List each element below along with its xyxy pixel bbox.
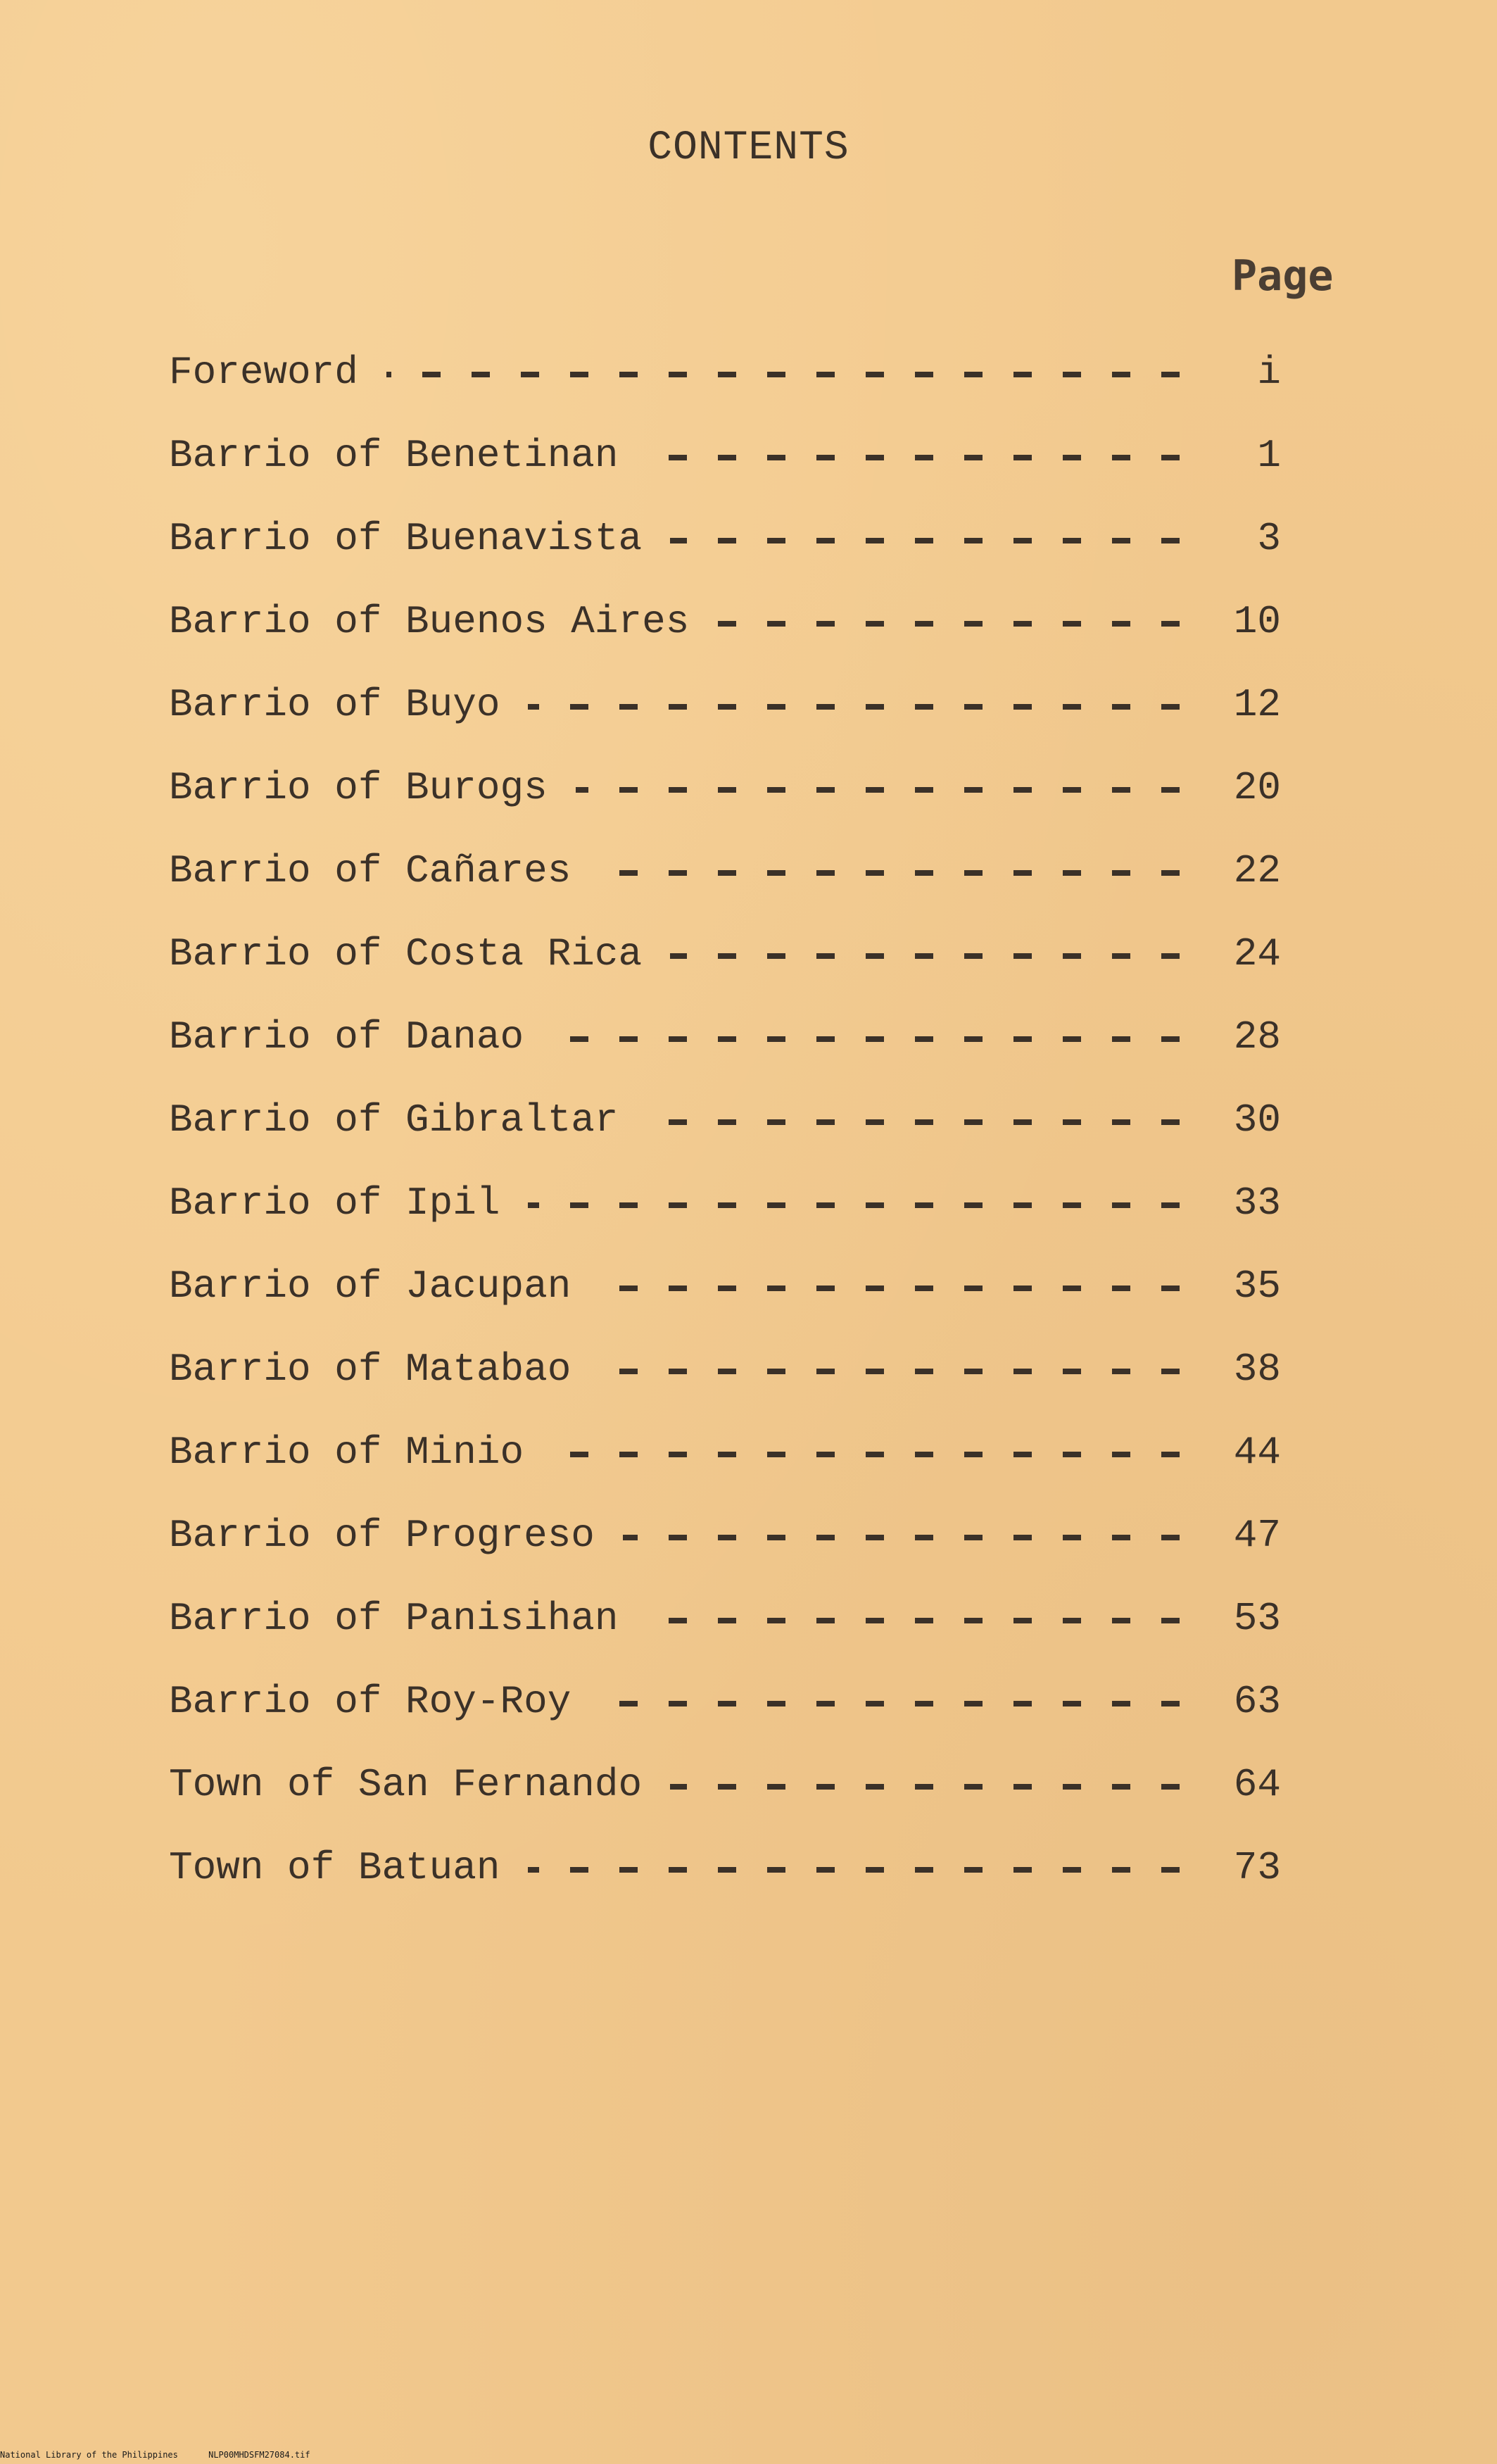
- toc-entry: [169, 912, 1323, 995]
- toc-entry: [169, 1411, 1323, 1494]
- toc-entry: [169, 663, 1323, 746]
- toc-entry-label: Barrio of Minio: [169, 1430, 524, 1475]
- dash-leader: [599, 1286, 1211, 1291]
- toc-entry-page: 12: [1233, 682, 1281, 727]
- dash-leader: [552, 1452, 1211, 1457]
- toc-entry-label: Town of San Fernando: [169, 1762, 643, 1807]
- dash-leader: [599, 1369, 1211, 1374]
- toc-entry-page: 73: [1233, 1845, 1281, 1890]
- library-credit: National Library of the Philippines: [0, 2450, 178, 2460]
- toc-entry: [169, 1577, 1323, 1660]
- toc-entry-page: i: [1257, 350, 1281, 395]
- file-identifier: NLP00MHDSFM27084.tif: [208, 2450, 310, 2460]
- toc-entry: [169, 746, 1323, 829]
- toc-entry: [169, 497, 1323, 580]
- toc-entry-label: Barrio of Buenavista: [169, 516, 643, 561]
- toc-entry-label: Barrio of Danao: [169, 1014, 524, 1060]
- dash-leader: [528, 704, 1211, 710]
- toc-entry-page: 20: [1233, 765, 1281, 810]
- toc-entry-label: Barrio of Gibraltar: [169, 1098, 619, 1143]
- dash-leader: [528, 1202, 1211, 1208]
- dash-leader: [623, 1535, 1211, 1540]
- toc-entry: [169, 1743, 1323, 1826]
- dash-leader: [670, 953, 1211, 959]
- dash-leader: [552, 1036, 1211, 1042]
- toc-entry: [169, 580, 1323, 663]
- contents-list: [169, 331, 1323, 1909]
- toc-entry-label: Barrio of Matabao: [169, 1347, 571, 1392]
- toc-entry: [169, 1826, 1323, 1909]
- dash-leader: [386, 372, 1211, 377]
- dash-leader: [717, 621, 1211, 627]
- toc-entry-label: Barrio of Buenos Aires: [169, 599, 690, 644]
- toc-entry: [169, 331, 1323, 414]
- toc-entry-page: 10: [1233, 599, 1281, 644]
- toc-entry-page: 35: [1233, 1264, 1281, 1309]
- toc-entry-label: Barrio of Costa Rica: [169, 931, 643, 976]
- page-column-label: Page: [1232, 251, 1334, 301]
- toc-entry-page: 3: [1257, 516, 1281, 561]
- toc-entry-label: Barrio of Cañares: [169, 848, 571, 893]
- toc-entry-page: 24: [1233, 931, 1281, 976]
- toc-entry-page: 38: [1233, 1347, 1281, 1392]
- toc-entry: [169, 1494, 1323, 1577]
- toc-entry-page: 22: [1233, 848, 1281, 893]
- dash-leader: [670, 538, 1211, 543]
- toc-entry-label: Barrio of Benetinan: [169, 433, 619, 478]
- toc-entry: [169, 995, 1323, 1079]
- toc-entry-label: Town of Batuan: [169, 1845, 500, 1890]
- dash-leader: [599, 870, 1211, 876]
- toc-entry-label: Barrio of Burogs: [169, 765, 548, 810]
- toc-entry-page: 64: [1233, 1762, 1281, 1807]
- dash-leader: [647, 1119, 1211, 1125]
- toc-entry-label: Foreword: [169, 350, 358, 395]
- toc-entry: [169, 1162, 1323, 1245]
- dash-leader: [576, 787, 1211, 793]
- toc-entry-page: 44: [1233, 1430, 1281, 1475]
- dash-leader: [670, 1784, 1211, 1790]
- toc-entry-page: 1: [1257, 433, 1281, 478]
- dash-leader: [647, 1618, 1211, 1623]
- toc-entry: [169, 1245, 1323, 1328]
- toc-entry-label: Barrio of Buyo: [169, 682, 500, 727]
- toc-entry: [169, 1079, 1323, 1162]
- dash-leader: [599, 1701, 1211, 1706]
- toc-entry: [169, 1660, 1323, 1743]
- page-title: CONTENTS: [648, 125, 849, 171]
- toc-entry-label: Barrio of Roy-Roy: [169, 1679, 571, 1724]
- toc-entry: [169, 414, 1323, 497]
- toc-entry-label: Barrio of Jacupan: [169, 1264, 571, 1309]
- toc-entry-label: Barrio of Ipil: [169, 1181, 500, 1226]
- toc-entry-page: 30: [1233, 1098, 1281, 1143]
- toc-entry-page: 53: [1233, 1596, 1281, 1641]
- toc-entry-page: 33: [1233, 1181, 1281, 1226]
- toc-entry: [169, 829, 1323, 912]
- scan-footer: [0, 2450, 336, 2460]
- toc-entry-page: 28: [1233, 1014, 1281, 1060]
- toc-entry-page: 47: [1233, 1513, 1281, 1558]
- toc-entry-label: Barrio of Progreso: [169, 1513, 595, 1558]
- toc-entry-label: Barrio of Panisihan: [169, 1596, 619, 1641]
- dash-leader: [528, 1867, 1211, 1873]
- toc-entry-page: 63: [1233, 1679, 1281, 1724]
- toc-entry: [169, 1328, 1323, 1411]
- dash-leader: [647, 455, 1211, 460]
